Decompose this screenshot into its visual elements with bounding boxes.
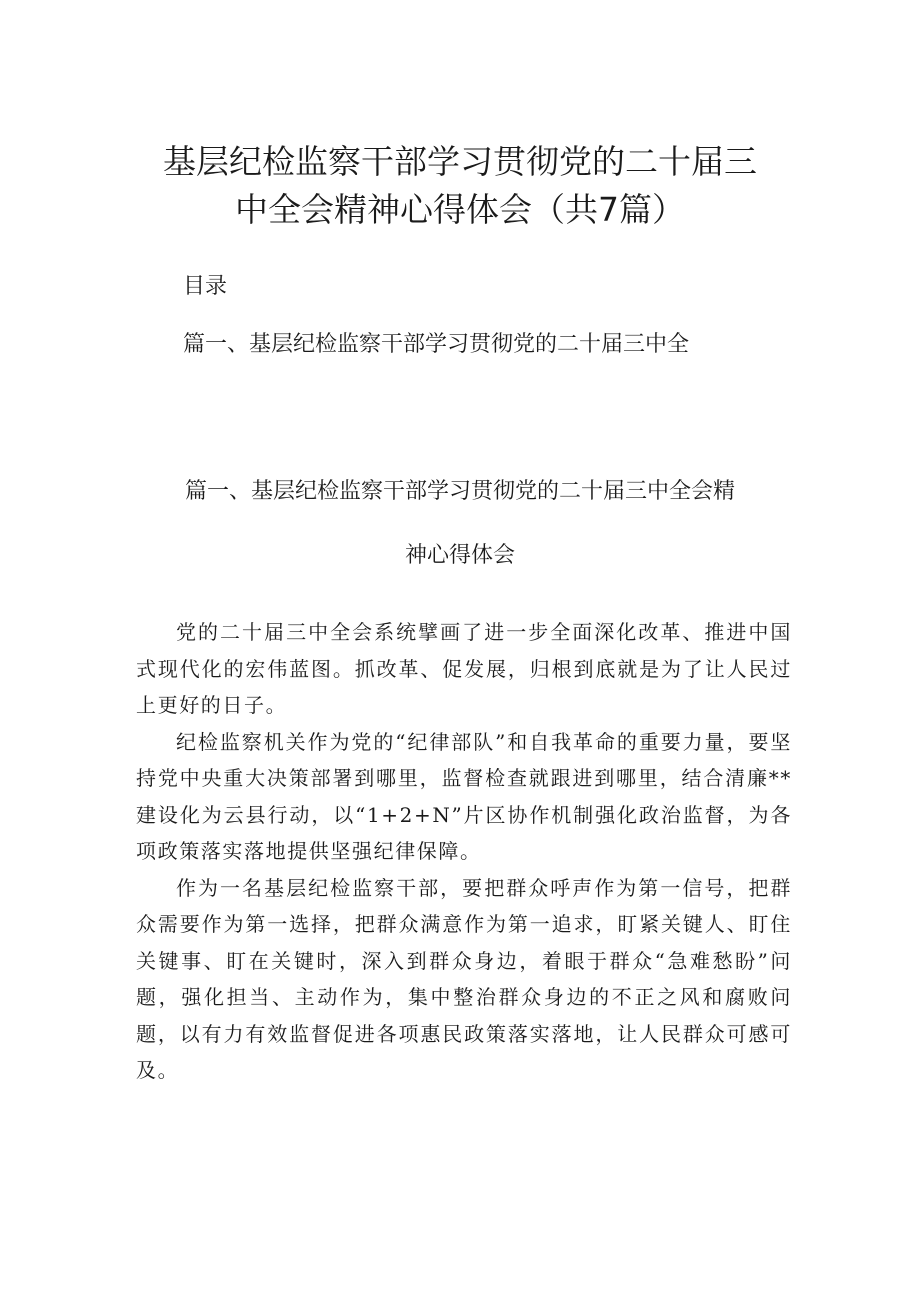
body-paragraph-1: 党的二十届三中全会系统擘画了进一步全面深化改革、推进中国式现代化的宏伟蓝图。抓改革、促发展，归根到底就是为了让人民过上更好的日子。	[136, 620, 792, 717]
document-body	[136, 614, 792, 1089]
toc-item-1: 篇一、基层纪检监察干部学习贯彻党的二十届三中全	[183, 332, 690, 357]
body-paragraph-3: 作为一名基层纪检监察干部，要把群众呼声作为第一信号，把群众需要作为第一选择，把群众满意作为第一追求，盯紧关键人、盯住关键事、盯在关键时，深入到群众身边，着眼于群众“急难愁盼”问题，强化担当、主动作为，集中整治群众身边的不正之风和腐败问题，以有力有效监督促进各项惠民政策落实落地，让人民群众可感可及。	[136, 875, 792, 1082]
body-paragraph-2: 纪检监察机关作为党的“纪律部队”和自我革命的重要力量，要坚持党中央重大决策部署到哪里，监督检查就跟进到哪里，结合清廉**建设化为云县行动，以“1+2+N”片区协作机制强化政治监督，为各项政策落实落地提供坚强纪律保障。	[136, 729, 792, 863]
section-heading-line-2: 神心得体会	[404, 543, 515, 568]
document-title	[100, 138, 820, 234]
document-title-line-2: 中全会精神心得体会（共7篇）	[235, 190, 685, 229]
table-of-contents-label: 目录	[183, 274, 228, 299]
section-heading	[120, 460, 800, 588]
document-title-line-1: 基层纪检监察干部学习贯彻党的二十届三	[163, 142, 757, 181]
section-heading-line-1: 篇一、基层纪检监察干部学习贯彻党的二十届三中全会精	[184, 479, 735, 504]
